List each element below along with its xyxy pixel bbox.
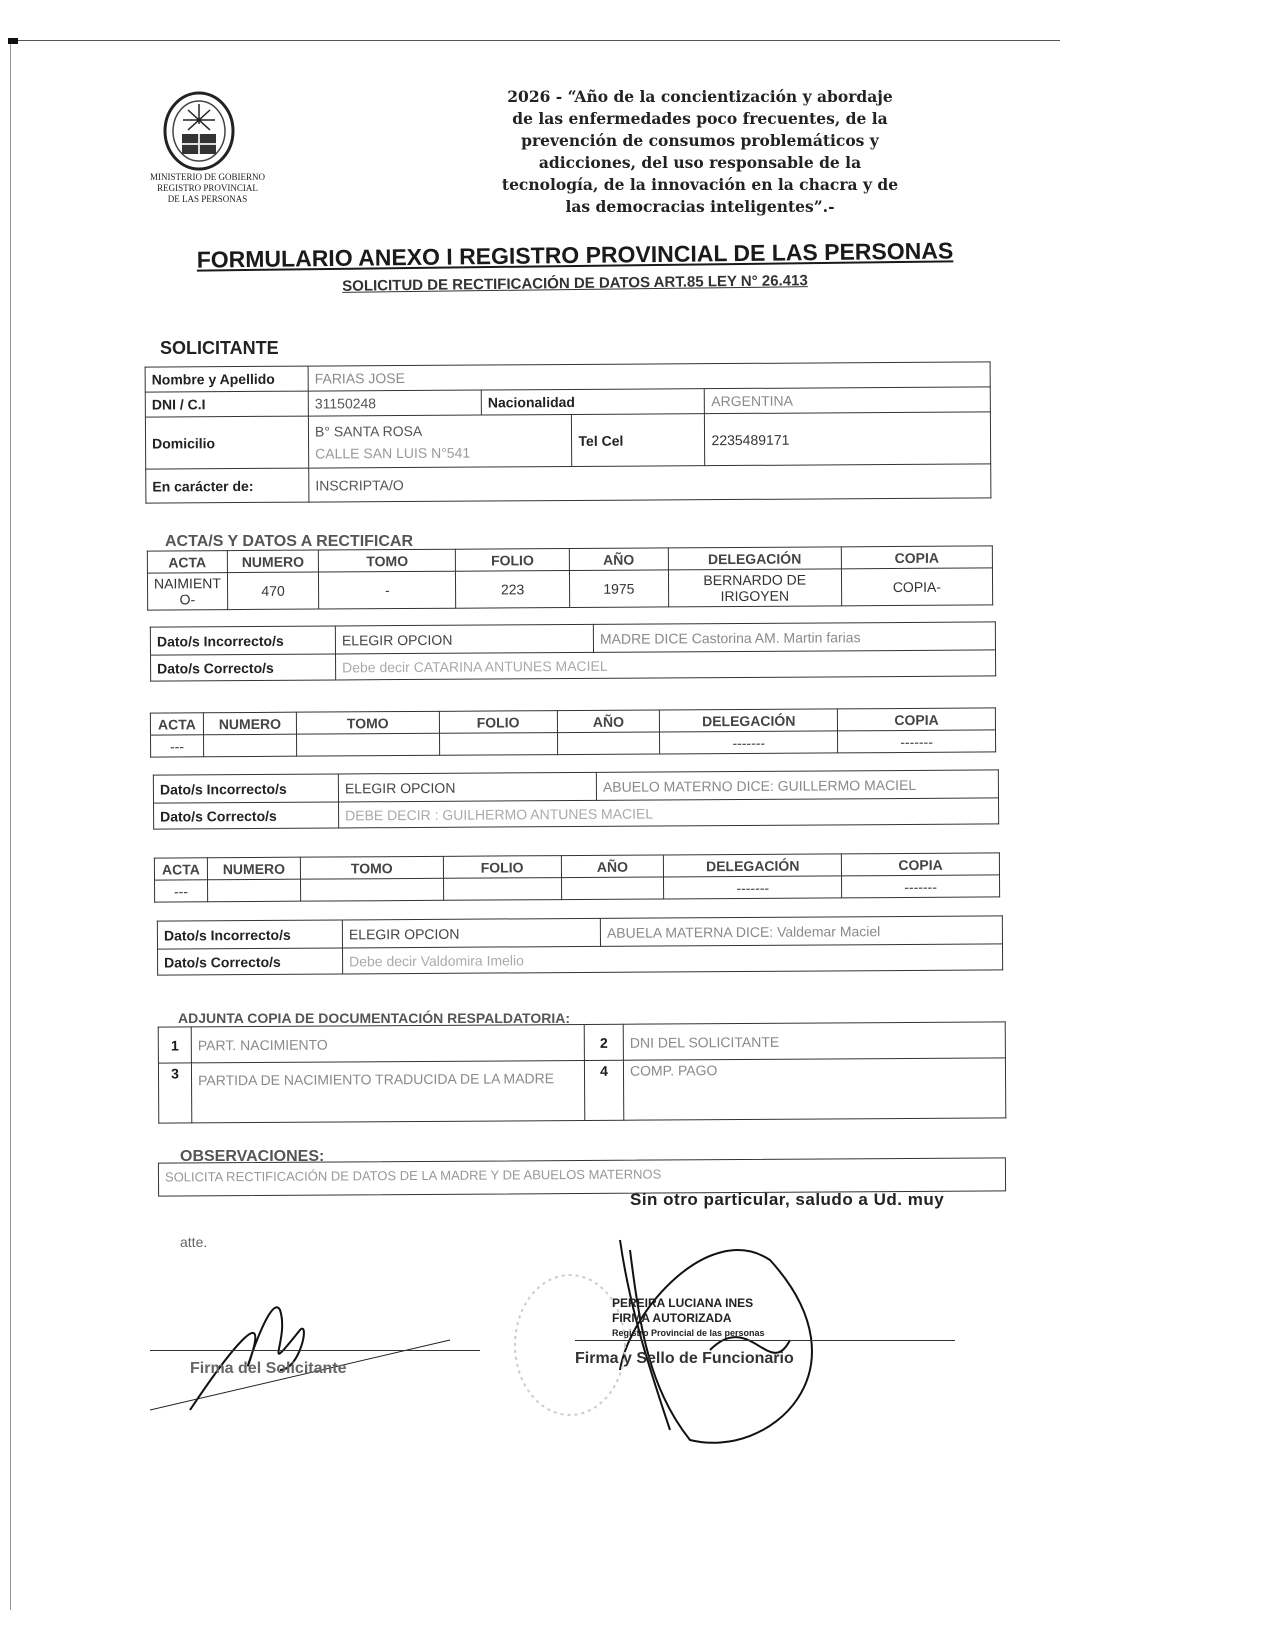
- acta-cell[interactable]: [561, 877, 664, 900]
- closing-line: Sin otro particular, saludo a Ud. muy: [630, 1190, 945, 1209]
- funcionario-signature-label: Firma y Sello de Funcionario: [575, 1350, 794, 1367]
- column-header: TOMO: [300, 856, 443, 879]
- funcionario-signature-line: [575, 1340, 955, 1341]
- column-header: FOLIO: [456, 549, 570, 572]
- scan-border-top: [10, 40, 1060, 41]
- item-number: 1: [158, 1027, 191, 1063]
- province-seal-logo: [158, 90, 240, 172]
- column-header: COPIA: [842, 853, 1000, 876]
- acta-cell[interactable]: ---: [155, 880, 208, 902]
- acta-cell[interactable]: [439, 733, 557, 756]
- motto-line: 2026 - “Año de la concientización y abordaje: [507, 87, 893, 106]
- item-number: 3: [158, 1063, 191, 1123]
- section-solicitante: SOLICITANTE: [160, 338, 279, 358]
- column-header: COPIA: [838, 708, 996, 731]
- column-header: AÑO: [561, 855, 664, 878]
- column-header: ACTA: [147, 551, 227, 573]
- correcto-label: Dato/s Correcto/s: [154, 802, 339, 829]
- correcto-label: Dato/s Correcto/s: [151, 654, 336, 681]
- adjunta-item[interactable]: PARTIDA DE NACIMIENTO TRADUCIDA DE LA MADRE: [191, 1060, 584, 1122]
- column-header: NUMERO: [203, 712, 296, 735]
- acta-cell[interactable]: BERNARDO DE IRIGOYEN: [668, 569, 841, 607]
- opcion-select[interactable]: ELEGIR OPCION: [342, 918, 600, 948]
- tel-field[interactable]: 2235489171: [705, 412, 991, 466]
- form-subtitle: SOLICITUD DE RECTIFICACIÓN DE DATOS ART.85 LEY N° 26.413: [342, 272, 808, 295]
- acta-cell[interactable]: -------: [660, 731, 838, 754]
- acta-cell[interactable]: -------: [842, 875, 1000, 898]
- official-stamp: [612, 1296, 765, 1341]
- acta-cell[interactable]: NAIMIENT O-: [147, 573, 227, 610]
- nacionalidad-label: Nacionalidad: [481, 389, 705, 415]
- correcto-field[interactable]: DEBE DECIR : GUILHERMO ANTUNES MACIEL: [339, 798, 999, 828]
- year-motto: [470, 86, 930, 218]
- acta-cell[interactable]: [203, 734, 296, 757]
- scan-border-left: [10, 40, 11, 1610]
- column-header: AÑO: [557, 710, 660, 733]
- solicitante-table: [145, 361, 992, 503]
- motto-line: adicciones, del uso responsable de la: [538, 153, 862, 172]
- closing-atte: atte.: [180, 1234, 208, 1250]
- column-header: ACTA: [154, 858, 207, 880]
- nacionalidad-field[interactable]: ARGENTINA: [705, 387, 991, 414]
- solicitante-signature-label: Firma del Solicitante: [190, 1360, 347, 1377]
- column-header: DELEGACIÓN: [664, 854, 842, 877]
- acta-cell[interactable]: [300, 878, 443, 901]
- handwritten-signatures: [150, 1230, 1010, 1460]
- adjunta-item[interactable]: DNI DEL SOLICITANTE: [623, 1022, 1005, 1060]
- acta-cell[interactable]: -: [319, 571, 456, 609]
- logo-line: REGISTRO PROVINCIAL: [157, 183, 258, 193]
- logo-caption: [130, 172, 285, 205]
- correcto-field[interactable]: Debe decir Valdomira Imelio: [343, 944, 1003, 974]
- dni-label: DNI / C.I: [145, 391, 308, 417]
- domicilio-field[interactable]: [308, 414, 572, 468]
- incorrecto-label: Dato/s Incorrecto/s: [150, 626, 335, 655]
- correcto-field[interactable]: Debe decir CATARINA ANTUNES MACIEL: [336, 650, 996, 680]
- acta-cell[interactable]: -------: [838, 730, 996, 753]
- column-header: FOLIO: [443, 856, 561, 879]
- column-header: FOLIO: [439, 711, 557, 734]
- motto-line: de las enfermedades poco frecuentes, de la: [512, 109, 888, 128]
- section-actas: ACTA/S Y DATOS A RECTIFICAR: [165, 533, 414, 550]
- observaciones-field[interactable]: SOLICITA RECTIFICACIÓN DE DATOS DE LA MADRE Y DE ABUELOS MATERNOS: [158, 1157, 1006, 1196]
- column-header: TOMO: [296, 711, 439, 734]
- column-header: DELEGACIÓN: [668, 547, 841, 570]
- incorrecto-field[interactable]: ABUELA MATERNA DICE: Valdemar Maciel: [600, 916, 1002, 946]
- incorrecto-field[interactable]: ABUELO MATERNO DICE: GUILLERMO MACIEL: [596, 770, 998, 800]
- column-header: NUMERO: [207, 857, 300, 880]
- item-number: 2: [584, 1024, 623, 1060]
- column-header: DELEGACIÓN: [660, 709, 838, 732]
- nombre-field[interactable]: FARIAS JOSE: [308, 362, 990, 391]
- adjunta-table: [158, 1021, 1007, 1123]
- acta-cell[interactable]: [207, 879, 300, 902]
- logo-line: DE LAS PERSONAS: [167, 194, 248, 204]
- domicilio-label: Domicilio: [145, 416, 308, 469]
- acta-cell[interactable]: ---: [151, 735, 204, 757]
- adjunta-item[interactable]: PART. NACIMIENTO: [191, 1024, 584, 1062]
- column-header: ACTA: [150, 713, 203, 735]
- section-adjunta: ADJUNTA COPIA DE DOCUMENTACIÓN RESPALDATORIA:: [178, 1010, 570, 1026]
- acta-table: [147, 545, 993, 610]
- incorrecto-label: Dato/s Incorrecto/s: [157, 920, 342, 949]
- incorrecto-field[interactable]: MADRE DICE Castorina AM. Martin farias: [593, 622, 995, 652]
- incorrecto-label: Dato/s Incorrecto/s: [153, 774, 338, 803]
- stamp-role: FIRMA AUTORIZADA: [612, 1311, 732, 1325]
- opcion-select[interactable]: ELEGIR OPCION: [335, 624, 593, 654]
- acta-cell[interactable]: [296, 733, 439, 756]
- domicilio-line-1: B° SANTA ROSA: [314, 422, 423, 440]
- acta-cell[interactable]: 470: [227, 572, 319, 610]
- correcto-label: Dato/s Correcto/s: [158, 948, 343, 975]
- logo-line: MINISTERIO DE GOBIERNO: [150, 172, 265, 182]
- acta-table: [154, 852, 1000, 902]
- datos-table: [157, 915, 1003, 975]
- datos-table: [150, 621, 996, 681]
- solicitante-signature-line: [150, 1350, 480, 1351]
- column-header: NUMERO: [227, 550, 319, 573]
- acta-cell[interactable]: 1975: [569, 570, 668, 608]
- column-header: AÑO: [569, 548, 668, 571]
- motto-line: tecnología, de la innovación en la chacra y de: [501, 175, 899, 194]
- form-title: FORMULARIO ANEXO I REGISTRO PROVINCIAL DE LAS PERSONAS: [196, 237, 954, 273]
- stamp-org: Registro Provincial de las personas: [612, 1328, 765, 1338]
- acta-table: [150, 707, 996, 757]
- nombre-label: Nombre y Apellido: [145, 366, 308, 392]
- motto-line: prevención de consumos problemáticos y: [521, 131, 879, 150]
- datos-table: [153, 769, 999, 829]
- dni-field[interactable]: 31150248: [308, 390, 481, 416]
- domicilio-line-2: CALLE SAN LUIS N°541: [315, 444, 471, 462]
- acta-cell[interactable]: -------: [664, 876, 842, 899]
- acta-cell[interactable]: COPIA-: [841, 568, 993, 606]
- acta-cell[interactable]: [557, 732, 660, 755]
- opcion-select[interactable]: ELEGIR OPCION: [338, 772, 596, 802]
- scan-corner-mark: [8, 38, 18, 44]
- motto-line: las democracias inteligentes”.-: [565, 197, 835, 216]
- adjunta-item[interactable]: COMP. PAGO: [623, 1058, 1005, 1120]
- caracter-field[interactable]: INSCRIPTA/O: [309, 464, 991, 502]
- column-header: COPIA: [841, 546, 992, 569]
- section-observaciones: OBSERVACIONES:: [180, 1148, 325, 1165]
- stamp-name: PEREIRA LUCIANA INES: [612, 1296, 754, 1310]
- item-number: 4: [584, 1060, 623, 1120]
- column-header: TOMO: [319, 549, 456, 572]
- tel-label: Tel Cel: [572, 414, 705, 467]
- caracter-label: En carácter de:: [146, 468, 309, 503]
- acta-cell[interactable]: 223: [456, 571, 570, 609]
- acta-cell[interactable]: [443, 878, 561, 901]
